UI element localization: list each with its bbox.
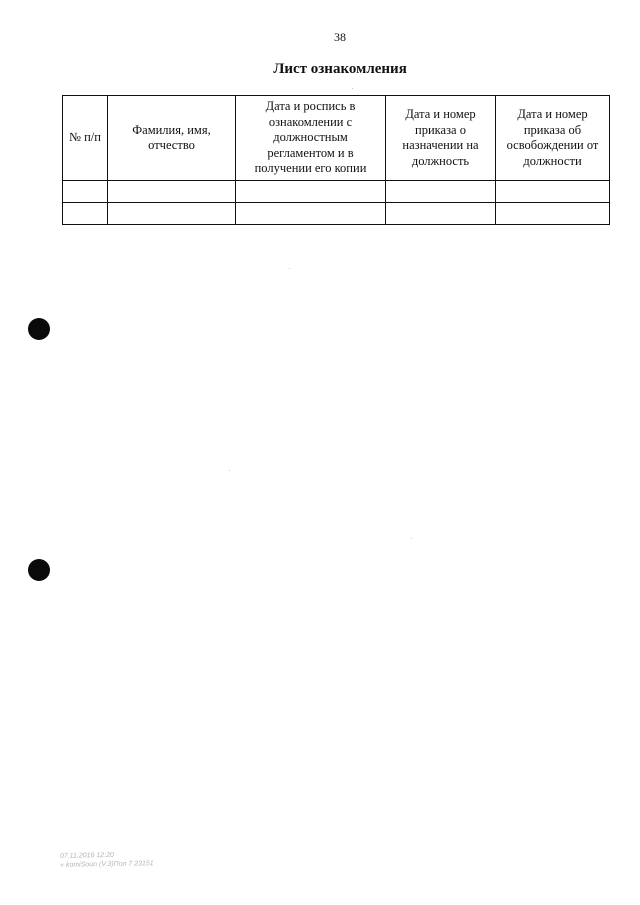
punch-hole-lower xyxy=(28,559,50,581)
scan-speck xyxy=(352,88,353,89)
acknowledgment-table xyxy=(62,95,610,225)
scan-speck xyxy=(411,538,412,539)
table-cell xyxy=(63,181,108,203)
header-dismissal-order: Дата и номер приказа об освобождении от должности xyxy=(496,96,610,181)
scan-speck xyxy=(229,470,230,471)
table-cell xyxy=(236,181,386,203)
table-cell xyxy=(236,203,386,225)
table-cell xyxy=(108,181,236,203)
document-title: Лист ознакомления xyxy=(273,61,407,77)
table-cell xyxy=(386,181,496,203)
punch-hole-upper xyxy=(28,318,50,340)
header-number: № п/п xyxy=(63,96,108,181)
header-signature-date: Дата и роспись в ознакомлении с должностным регламентом и в получении его копии xyxy=(236,96,386,181)
scan-speck xyxy=(289,268,290,269)
scan-stamp xyxy=(60,850,154,870)
table-row xyxy=(63,203,610,225)
table-cell xyxy=(63,203,108,225)
table-cell xyxy=(496,181,610,203)
page-number: 38 xyxy=(334,30,346,44)
table-cell xyxy=(386,203,496,225)
scan-stamp-line-2: « komiSoun (V.3)Пол 7 23151 xyxy=(60,860,154,869)
table-cell xyxy=(108,203,236,225)
scan-stamp-line-1: 07.11.2016 12:20 xyxy=(59,851,114,860)
header-appointment-order: Дата и номер приказа о назначении на должность xyxy=(386,96,496,181)
table-cell xyxy=(496,203,610,225)
header-full-name: Фамилия, имя, отчество xyxy=(108,96,236,181)
table-row xyxy=(63,181,610,203)
table-header-row xyxy=(63,96,610,181)
